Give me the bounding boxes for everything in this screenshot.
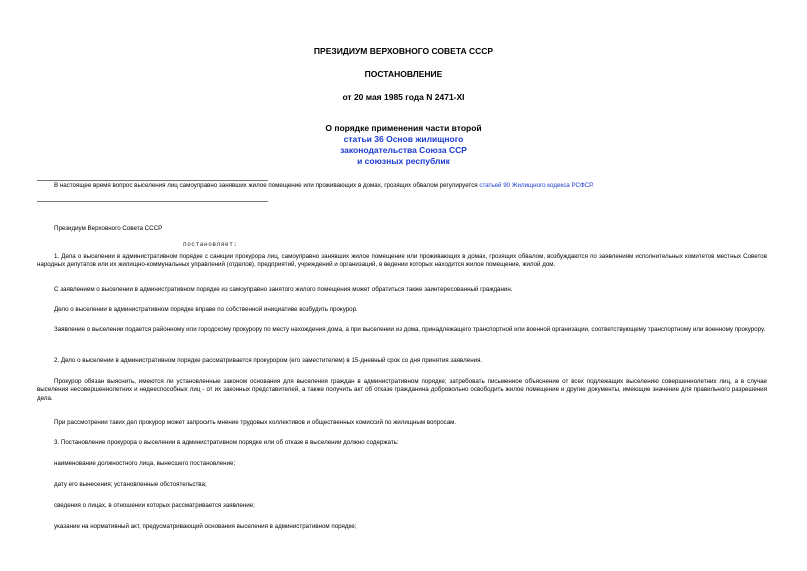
document-type: ПОСТАНОВЛЕНИЕ	[364, 69, 443, 79]
paragraph-6: Прокурор обязан выяснить, имеются ли установленные законом основания для выселения граждан в административном порядке; затребовать письменное объяснение от всех подлежащих выселению совершеннолетних лиц, а в случае выселения несовершеннолетних и недееспособных лиц - от их законных представителей, а также получить акт об отказе гражданина добровольно освободить жилое помещение и другие документы, имеющие значение для правильного разрешения дела.	[37, 378, 767, 402]
note-text-end: .	[592, 182, 594, 189]
subject-link-article[interactable]: статьи 36 Основ жилищного	[343, 134, 464, 144]
list-item: наименование должностного лица, вынесшего постановление;	[54, 460, 236, 467]
subject-line: О порядке применения части второй	[325, 123, 482, 133]
paragraph-2: С заявлением о выселении в административном порядке из самоуправно занятого жилого помещения может обратиться также заинтересованный гражданин.	[54, 286, 513, 293]
subject-link-republics[interactable]: и союзных республик	[357, 156, 450, 166]
issuer-title: ПРЕЗИДИУМ ВЕРХОВНОГО СОВЕТА СССР	[313, 46, 494, 56]
note-link-housing-code[interactable]: статьей 90 Жилищного кодекса РСФСР	[479, 182, 593, 189]
subject-link-legislation[interactable]: законодательства Союза ССР	[340, 145, 467, 155]
list-item: дату его вынесения; установленные обстоятельства;	[54, 481, 207, 488]
note-divider-bottom	[37, 201, 268, 202]
list-item: сведения о лицах, в отношении которых рассматривается заявление;	[54, 502, 255, 509]
paragraph-8: 3. Постановление прокурора о выселении в административном порядке или об отказе в выселении должно содержать:	[54, 439, 399, 446]
paragraph-5: 2. Дело о выселении в административном порядке рассматривается прокурором (его заместителем) в 15-дневный срок со дня принятия заявления.	[54, 357, 483, 364]
paragraph-4: Заявление о выселении подается районному или городскому прокурору по месту нахождения дома, а при выселении из дома, принадлежащего транспортной или военной организации, соответствующему транспортному или военному прокурору.	[54, 326, 766, 333]
note-text: В настоящее время вопрос выселения лиц самоуправно занявших жилое помещение или проживающих в домах, грозящих обвалом регулируется	[54, 182, 480, 189]
note-divider-top	[37, 180, 268, 181]
paragraph-1: 1. Дела о выселении в административном порядке с санкции прокурора лиц, самоуправно занявших жилое помещение или проживающих в домах, грозящих обвалом, возбуждаются по заявлениям исполнительных комитетов местных Советов народных депутатов или их жилищно-коммунальных управлений (отделов), предприятий, учреждений и организаций, в ведении которых находится жилое помещение, жилой дом.	[37, 253, 767, 269]
list-item: указание на нормативный акт, предусматривающий основания выселения в административном порядке;	[54, 523, 357, 530]
editorial-note	[54, 182, 594, 189]
document-subject	[0, 123, 807, 167]
document-date: от 20 мая 1985 года N 2471-XI	[342, 92, 465, 102]
presidium-line: Президиум Верховного Совета СССР	[54, 225, 163, 232]
decree-word: постановляет:	[183, 241, 238, 248]
paragraph-3: Дело о выселении в административном порядке вправе по собственной инициативе возбудить прокурор.	[54, 306, 358, 313]
paragraph-7: При рассмотрении таких дел прокурор может запросить мнение трудовых коллективов и общественных комиссий по жилищным вопросам.	[54, 419, 457, 426]
